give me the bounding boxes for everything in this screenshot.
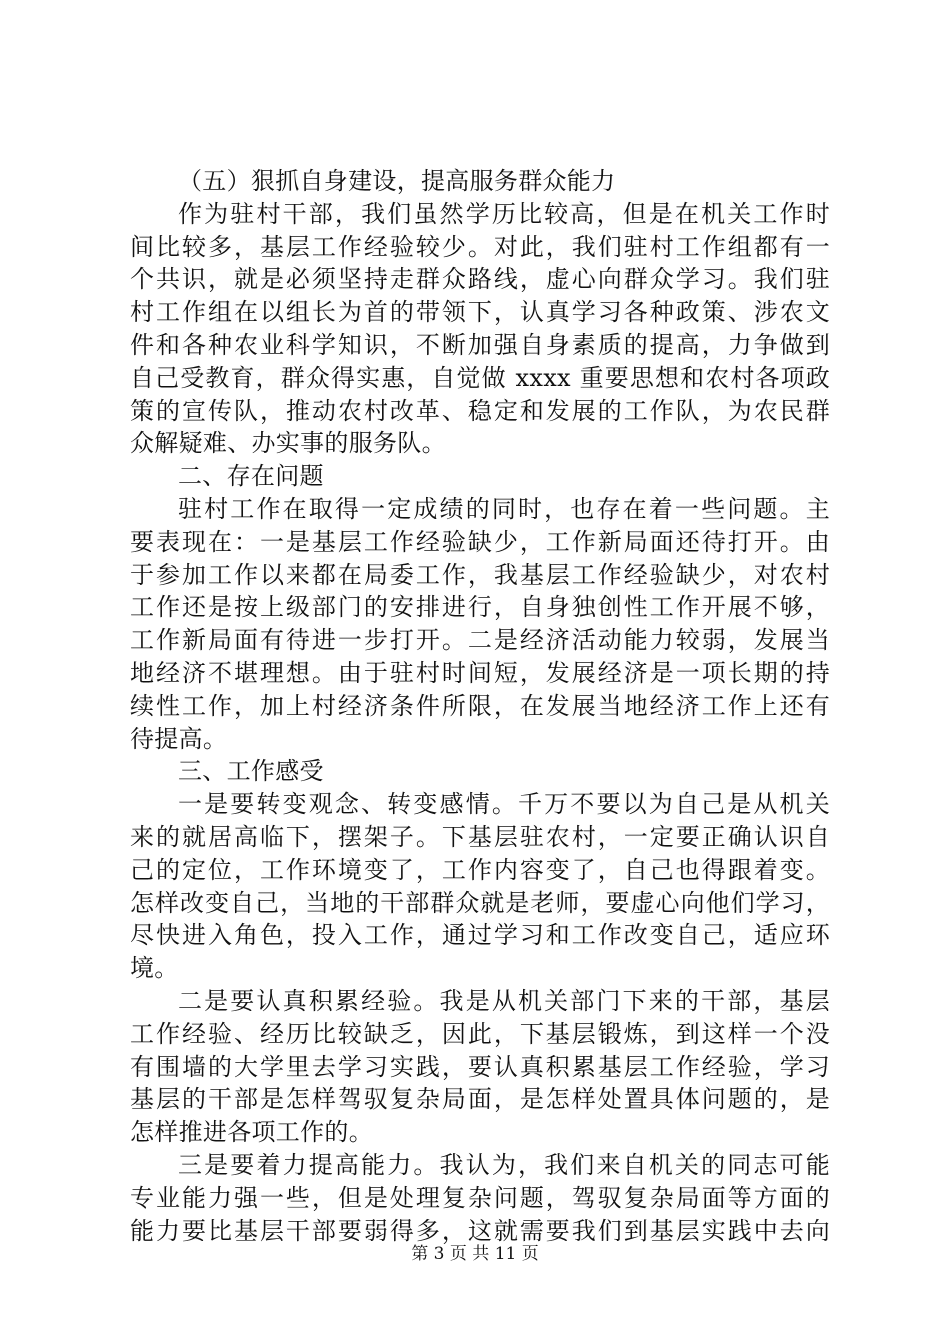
paragraph-line: 要表现在：一是基层工作经验缺少，工作新局面还待打开。由 bbox=[130, 527, 830, 556]
paragraph-line: 众解疑难、办实事的服务队。 bbox=[130, 429, 446, 458]
paragraph-line: 境。 bbox=[130, 954, 179, 983]
paragraph-line: 三是要着力提高能力。我认为，我们来自机关的同志可能 bbox=[178, 1150, 830, 1179]
paragraph-line: 于参加工作以来都在局委工作，我基层工作经验缺少，对农村 bbox=[130, 560, 830, 589]
paragraph-line: 能力要比基层干部要弱得多，这就需要我们到基层实践中去向 bbox=[130, 1216, 830, 1245]
paragraph-line: 怎样推进各项工作的。 bbox=[130, 1118, 373, 1147]
paragraph-line: 间比较多，基层工作经验较少。对此，我们驻村工作组都有一 bbox=[130, 232, 830, 261]
paragraph-line: 作为驻村干部，我们虽然学历比较高，但是在机关工作时 bbox=[178, 199, 830, 228]
paragraph-line: 件和各种农业科学知识，不断加强自身素质的提高，力争做到 bbox=[130, 330, 830, 359]
paragraph-line: 驻村工作在取得一定成绩的同时，也存在着一些问题。主 bbox=[178, 494, 830, 523]
paragraph-line: 工作新局面有待进一步打开。二是经济活动能力较弱，发展当 bbox=[130, 626, 830, 655]
paragraph-line: 策的宣传队，推动农村改革、稳定和发展的工作队，为农民群 bbox=[130, 396, 830, 425]
paragraph-line: 怎样改变自己，当地的干部群众就是老师，要虚心向他们学习， bbox=[130, 888, 830, 917]
paragraph-line: 来的就居高临下，摆架子。下基层驻农村，一定要正确认识自 bbox=[130, 822, 830, 851]
paragraph-line: 自己受教育，群众得实惠，自觉做 xxxx 重要思想和农村各项政 bbox=[130, 363, 830, 392]
page-footer bbox=[0, 1243, 950, 1265]
paragraph-line: 有围墙的大学里去学习实践，要认真积累基层工作经验，学习 bbox=[130, 1052, 830, 1081]
paragraph-line: 待提高。 bbox=[130, 724, 228, 753]
paragraph-line: 续性工作，加上村经济条件所限，在发展当地经济工作上还有 bbox=[130, 691, 830, 720]
paragraph-line: 基层的干部是怎样驾驭复杂局面，是怎样处置具体问题的，是 bbox=[130, 1085, 830, 1114]
page-number-label: 第 3 页 共 11 页 bbox=[411, 1244, 539, 1264]
paragraph-line: 工作还是按上级部门的安排进行，自身独创性工作开展不够， bbox=[130, 593, 830, 622]
document-body bbox=[130, 165, 830, 1247]
paragraph-line: 工作经验、经历比较缺乏，因此，下基层锻炼，到这样一个没 bbox=[130, 1019, 830, 1048]
section-heading: 三、工作感受 bbox=[178, 757, 324, 786]
paragraph-line: 二是要认真积累经验。我是从机关部门下来的干部，基层 bbox=[178, 986, 830, 1015]
section-heading: （五）狠抓自身建设，提高服务群众能力 bbox=[178, 167, 616, 195]
paragraph-line: 尽快进入角色，投入工作，通过学习和工作改变自己，适应环 bbox=[130, 921, 830, 950]
paragraph-line: 个共识，就是必须坚持走群众路线，虚心向群众学习。我们驻 bbox=[130, 265, 830, 294]
paragraph-line: 专业能力强一些，但是处理复杂问题，驾驭复杂局面等方面的 bbox=[130, 1183, 830, 1212]
paragraph-line: 己的定位，工作环境变了，工作内容变了，自己也得跟着变。 bbox=[130, 855, 830, 884]
section-heading: 二、存在问题 bbox=[178, 462, 324, 491]
paragraph-line: 村工作组在以组长为首的带领下，认真学习各种政策、涉农文 bbox=[130, 298, 830, 327]
paragraph-line: 地经济不堪理想。由于驻村时间短，发展经济是一项长期的持 bbox=[130, 658, 830, 687]
paragraph-line: 一是要转变观念、转变感情。千万不要以为自己是从机关 bbox=[178, 790, 830, 819]
